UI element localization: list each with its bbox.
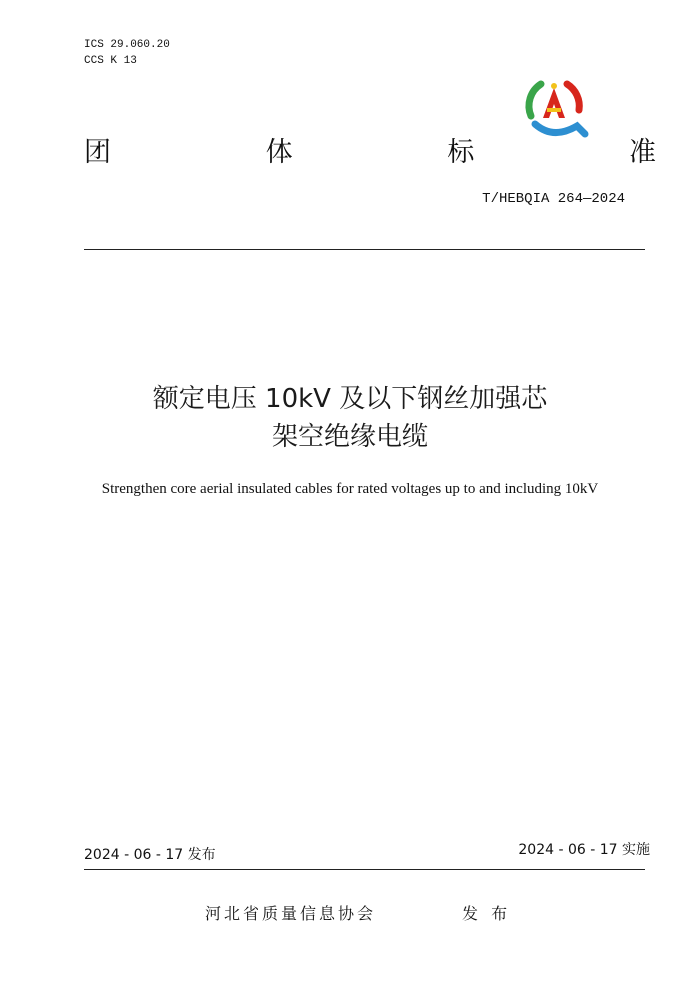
title-char-4: 准 [628,137,656,168]
standard-type-title [84,137,656,169]
title-char-3: 标 [447,137,475,168]
ics-code: ICS 29.060.20 [84,39,170,51]
classification-codes [84,37,170,69]
chinese-title-line-2: 架空绝缘电缆 [271,422,428,452]
title-char-2: 体 [265,137,293,168]
chinese-title-line-1: 额定电压 10kV 及以下钢丝加强芯 [152,384,548,414]
publish-label: 发 布 [462,904,512,923]
publisher-name: 河北省质量信息协会 [205,904,377,923]
english-title: Strengthen core aerial insulated cables for rated voltages up to and including 10kV [101,481,599,497]
ccs-code: CCS K 13 [84,55,137,67]
top-divider [84,249,645,250]
bottom-divider [84,869,645,870]
issue-date: 2024 - 06 - 17 发布 [84,847,216,863]
association-logo-icon [519,74,589,140]
standard-number: T/HEBQIA 264—2024 [482,191,625,207]
chinese-title [0,380,700,456]
title-char-1: 团 [84,137,111,168]
implement-date: 2024 - 06 - 17 实施 [518,842,650,858]
